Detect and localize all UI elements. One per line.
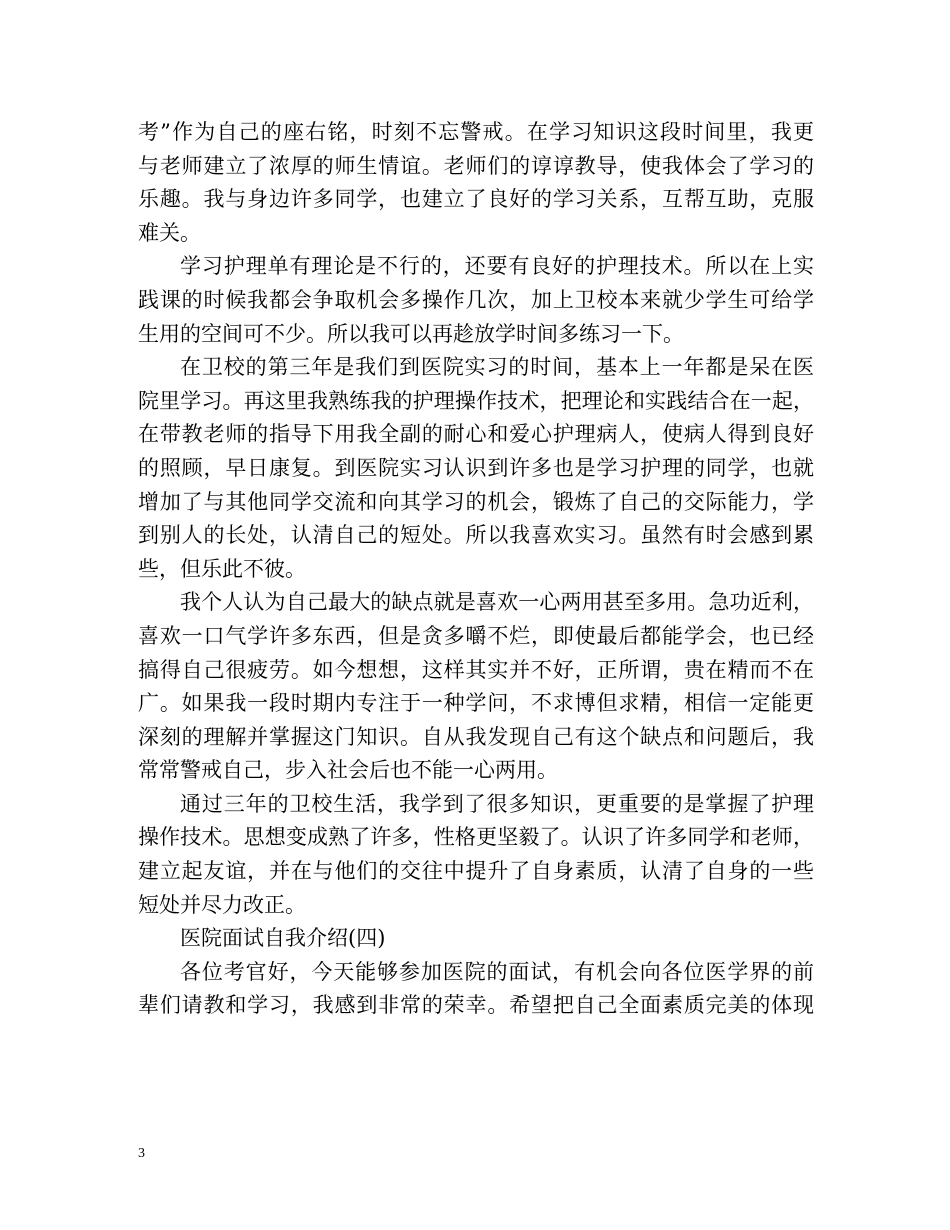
text-line: 常常警戒自己，步入社会后也不能一心两用。 [138, 758, 558, 783]
text-line: 通过三年的卫校生活，我学到了很多知识，更重要的是掌握了护理 [180, 791, 814, 816]
text-line: 深刻的理解并掌握这门知识。自从我发现自己有这个缺点和问题后，我 [138, 724, 814, 749]
text-line: 生用的空间可不少。所以我可以再趁放学时间多练习一下。 [138, 321, 684, 346]
text-line: 短处并尽力改正。 [138, 892, 306, 917]
text-line: 我个人认为自己最大的缺点就是喜欢一心两用甚至多用。急功近利， [180, 590, 814, 615]
text-line: 在带教老师的指导下用我全副的耐心和爱心护理病人，使病人得到良好 [138, 422, 814, 447]
text-line: 院里学习。再这里我熟练我的护理操作技术，把理论和实践结合在一起， [138, 388, 814, 413]
text-line: 各位考官好，今天能够参加医院的面试，有机会向各位医学界的前 [180, 959, 814, 984]
text-line: 乐趣。我与身边许多同学，也建立了良好的学习关系，互帮互助，克服 [138, 187, 814, 212]
text-line: 建立起友谊，并在与他们的交往中提升了自身素质，认清了自身的一些 [138, 859, 814, 884]
text-line: 与老师建立了浓厚的师生情谊。老师们的谆谆教导，使我体会了学习的 [138, 153, 814, 178]
text-line: 医院面试自我介绍(四) [180, 926, 386, 951]
text-line: 些，但乐此不彼。 [138, 556, 306, 581]
text-line: 广。如果我一段时期内专注于一种学问，不求博但求精，相信一定能更 [138, 691, 814, 716]
text-line: 践课的时候我都会争取机会多操作几次，加上卫校本来就少学生可给学 [138, 287, 814, 312]
text-line: 到别人的长处，认清自己的短处。所以我喜欢实习。虽然有时会感到累 [138, 523, 814, 548]
text-line: 辈们请教和学习，我感到非常的荣幸。希望把自己全面素质完美的体现 [138, 993, 814, 1018]
text-line: 难关。 [138, 220, 201, 245]
page-number: 3 [138, 1146, 145, 1161]
document-body [138, 116, 814, 1023]
text-line: 在卫校的第三年是我们到医院实习的时间，基本上一年都是呆在医 [180, 355, 814, 380]
text-line: 学习护理单有理论是不行的，还要有良好的护理技术。所以在上实 [180, 254, 814, 279]
text-line: 增加了与其他同学交流和向其学习的机会，锻炼了自己的交际能力，学 [138, 489, 814, 514]
text-line: 操作技术。思想变成熟了许多，性格更坚毅了。认识了许多同学和老师， [138, 825, 814, 850]
text-line: 的照顾，早日康复。到医院实习认识到许多也是学习护理的同学，也就 [138, 455, 814, 480]
text-line: 喜欢一口气学许多东西，但是贪多嚼不烂，即使最后都能学会，也已经 [138, 623, 814, 648]
text-line: 搞得自己很疲劳。如今想想，这样其实并不好，正所谓，贵在精而不在 [138, 657, 814, 682]
text-line: 考”作为自己的座右铭，时刻不忘警戒。在学习知识这段时间里，我更 [138, 120, 814, 144]
